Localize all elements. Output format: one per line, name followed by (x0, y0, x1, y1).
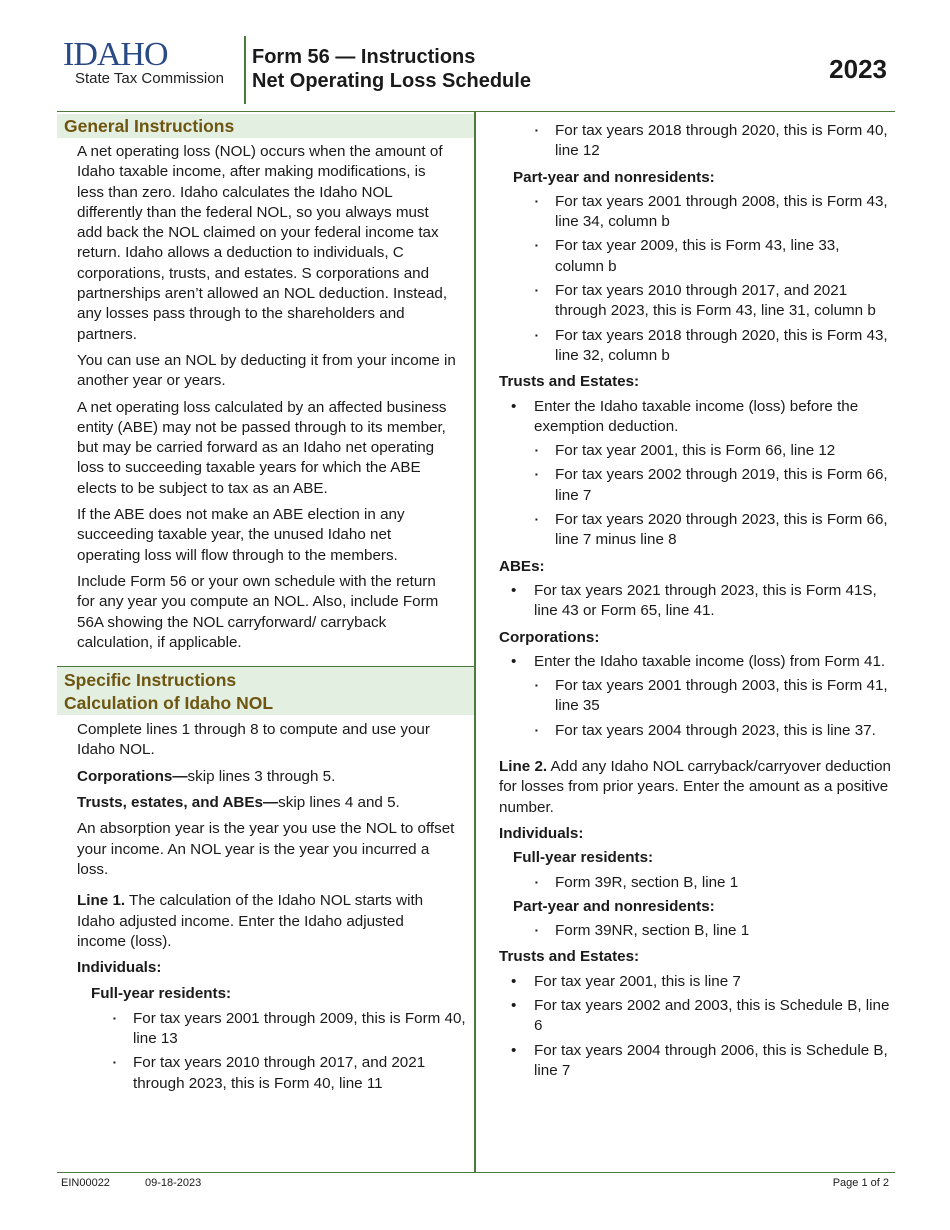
line2-paragraph (499, 757, 891, 818)
fullyear-list-line2 (499, 873, 891, 893)
list-item: • Enter the Idaho taxable income (loss) before the exemption deduction. (499, 397, 891, 438)
idaho-logo (63, 37, 241, 97)
page-footer (57, 1172, 895, 1189)
trusts-heading: Trusts and Estates: (499, 948, 640, 966)
specific-instructions-heading (57, 667, 474, 715)
general-paragraph: If the ABE does not make an ABE election in any succeeding taxable year, the unused Idaho net operating loss will flow through to the members. (77, 506, 405, 564)
logo-subtitle: State Tax Commission (75, 70, 224, 87)
page-header (57, 34, 895, 112)
trusts-note (57, 793, 474, 813)
list-item: ▪ Form 39R, section B, line 1 (499, 873, 891, 893)
individuals-heading: Individuals: (77, 959, 162, 977)
corporations-list (499, 652, 891, 672)
list-item: ▪ For tax year 2001, this is Form 66, line 12 (499, 441, 891, 461)
page-number: Page 1 of 2 (832, 1177, 889, 1189)
list-item: ▪ For tax years 2001 through 2009, this is Form 40, line 13 (77, 1009, 474, 1050)
form-title-line1: Form 56 — Instructions (252, 46, 476, 68)
specific-heading-line2: Calculation of Idaho NOL (64, 693, 274, 714)
line2-label: Line 2. (499, 758, 548, 776)
trusts-list-line2 (499, 972, 891, 1081)
partyear-heading: Part-year and nonresidents: (513, 897, 715, 915)
line1-label: Line 1. (77, 892, 126, 910)
specific-paragraph: An absorption year is the year you use the NOL to offset your income. An NOL year is the year you incurred a loss. (77, 820, 455, 878)
list-item: ▪ For tax years 2001 through 2003, this is Form 41, line 35 (499, 676, 891, 717)
list-item: ▪ Form 39NR, section B, line 1 (499, 921, 891, 941)
list-item: • For tax years 2021 through 2023, this is Form 41S, line 43 or Form 65, line 41. (499, 581, 891, 622)
specific-paragraph: Complete lines 1 through 8 to compute and use your Idaho NOL. (77, 721, 430, 759)
list-item: ▪ For tax years 2010 through 2017, and 2021 through 2023, this is Form 40, line 11 (77, 1053, 474, 1094)
abes-heading: ABEs: (499, 557, 545, 575)
list-item: ▪ For tax year 2009, this is Form 43, line 33, column b (499, 236, 891, 277)
list-item: • For tax years 2004 through 2006, this is Schedule B, line 7 (499, 1041, 891, 1082)
general-paragraph: Include Form 56 or your own schedule with the return for any year you compute an NOL. Also, include Form 56A showing the NOL carryforward/ carryback calculation, if applicable. (77, 572, 439, 651)
form-title-line2: Net Operating Loss Schedule (252, 70, 531, 92)
line1-paragraph (57, 891, 474, 952)
corporations-sublist (499, 676, 891, 741)
specific-heading-line1: Specific Instructions (64, 670, 237, 691)
list-item: • For tax year 2001, this is line 7 (499, 972, 891, 992)
left-column (57, 114, 474, 1094)
right-column (499, 121, 891, 1081)
column-divider (474, 112, 476, 1172)
list-item: ▪ For tax years 2010 through 2017, and 2021 through 2023, this is Form 43, line 31, column b (499, 281, 891, 322)
form-year: 2023 (829, 54, 887, 84)
list-item: ▪ For tax years 2018 through 2020, this is Form 40, line 12 (499, 121, 891, 162)
corporations-text: skip lines 3 through 5. (187, 767, 336, 785)
list-item: • For tax years 2002 and 2003, this is Schedule B, line 6 (499, 996, 891, 1037)
fullyear-list (57, 1009, 474, 1094)
general-paragraph: You can use an NOL by deducting it from your income in another year or years. (77, 351, 456, 390)
fullyear-heading: Full-year residents: (91, 985, 232, 1003)
general-instructions-heading: General Instructions (57, 114, 474, 138)
form-title (252, 45, 531, 93)
partyear-heading: Part-year and nonresidents: (513, 168, 715, 186)
individuals-heading: Individuals: (499, 824, 584, 842)
form-code: EIN00022 (61, 1177, 110, 1189)
corporations-heading: Corporations: (499, 628, 600, 646)
fullyear-list-continued (499, 121, 891, 162)
list-item: • Enter the Idaho taxable income (loss) from Form 41. (499, 652, 891, 672)
fullyear-heading: Full-year residents: (513, 849, 654, 867)
revision-date: 09-18-2023 (145, 1177, 202, 1189)
line1-text: The calculation of the Idaho NOL starts with Idaho adjusted income. Enter the Idaho adjusted income (loss). (77, 892, 424, 950)
list-item: ▪ For tax years 2004 through 2023, this is line 37. (499, 721, 891, 741)
partyear-list (499, 192, 891, 366)
trusts-heading: Trusts and Estates: (499, 373, 640, 391)
trusts-list (499, 397, 891, 438)
header-divider (244, 36, 246, 104)
trusts-sublist (499, 441, 891, 550)
list-item: ▪ For tax years 2002 through 2019, this is Form 66, line 7 (499, 465, 891, 506)
corporations-note (57, 767, 474, 787)
general-paragraph: A net operating loss (NOL) occurs when the amount of Idaho taxable income, after making modifications, is less than zero. Idaho calculates the Idaho NOL differently than the federal NOL, so you always must add back the NOL claimed on your federal income tax return. Idaho allows a deduction to individuals, C corporations, trusts, and estates. S corporations and partnerships aren’t allowed an NOL deduction. Instead, any losses pass through to the shareholders and partners. (77, 143, 448, 343)
list-item: ▪ For tax years 2020 through 2023, this is Form 66, line 7 minus line 8 (499, 510, 891, 551)
corporations-label: Corporations— (77, 767, 188, 785)
list-item: ▪ For tax years 2018 through 2020, this is Form 43, line 32, column b (499, 326, 891, 367)
trusts-label: Trusts, estates, and ABEs— (77, 794, 279, 812)
partyear-list-line2 (499, 921, 891, 941)
trusts-text: skip lines 4 and 5. (278, 794, 400, 812)
abes-list (499, 581, 891, 622)
list-item: ▪ For tax years 2001 through 2008, this is Form 43, line 34, column b (499, 192, 891, 233)
general-paragraph: A net operating loss calculated by an affected business entity (ABE) may not be passed through to its member, but may be carried forward as an Idaho net operating loss to succeeding taxable years for which the ABE elects to be subject to tax as an ABE. (77, 398, 447, 497)
logo-wordmark: IDAHO (63, 36, 168, 73)
line2-text: Add any Idaho NOL carryback/carryover deduction for losses from prior years. Enter the amount as a positive number. (499, 758, 891, 816)
